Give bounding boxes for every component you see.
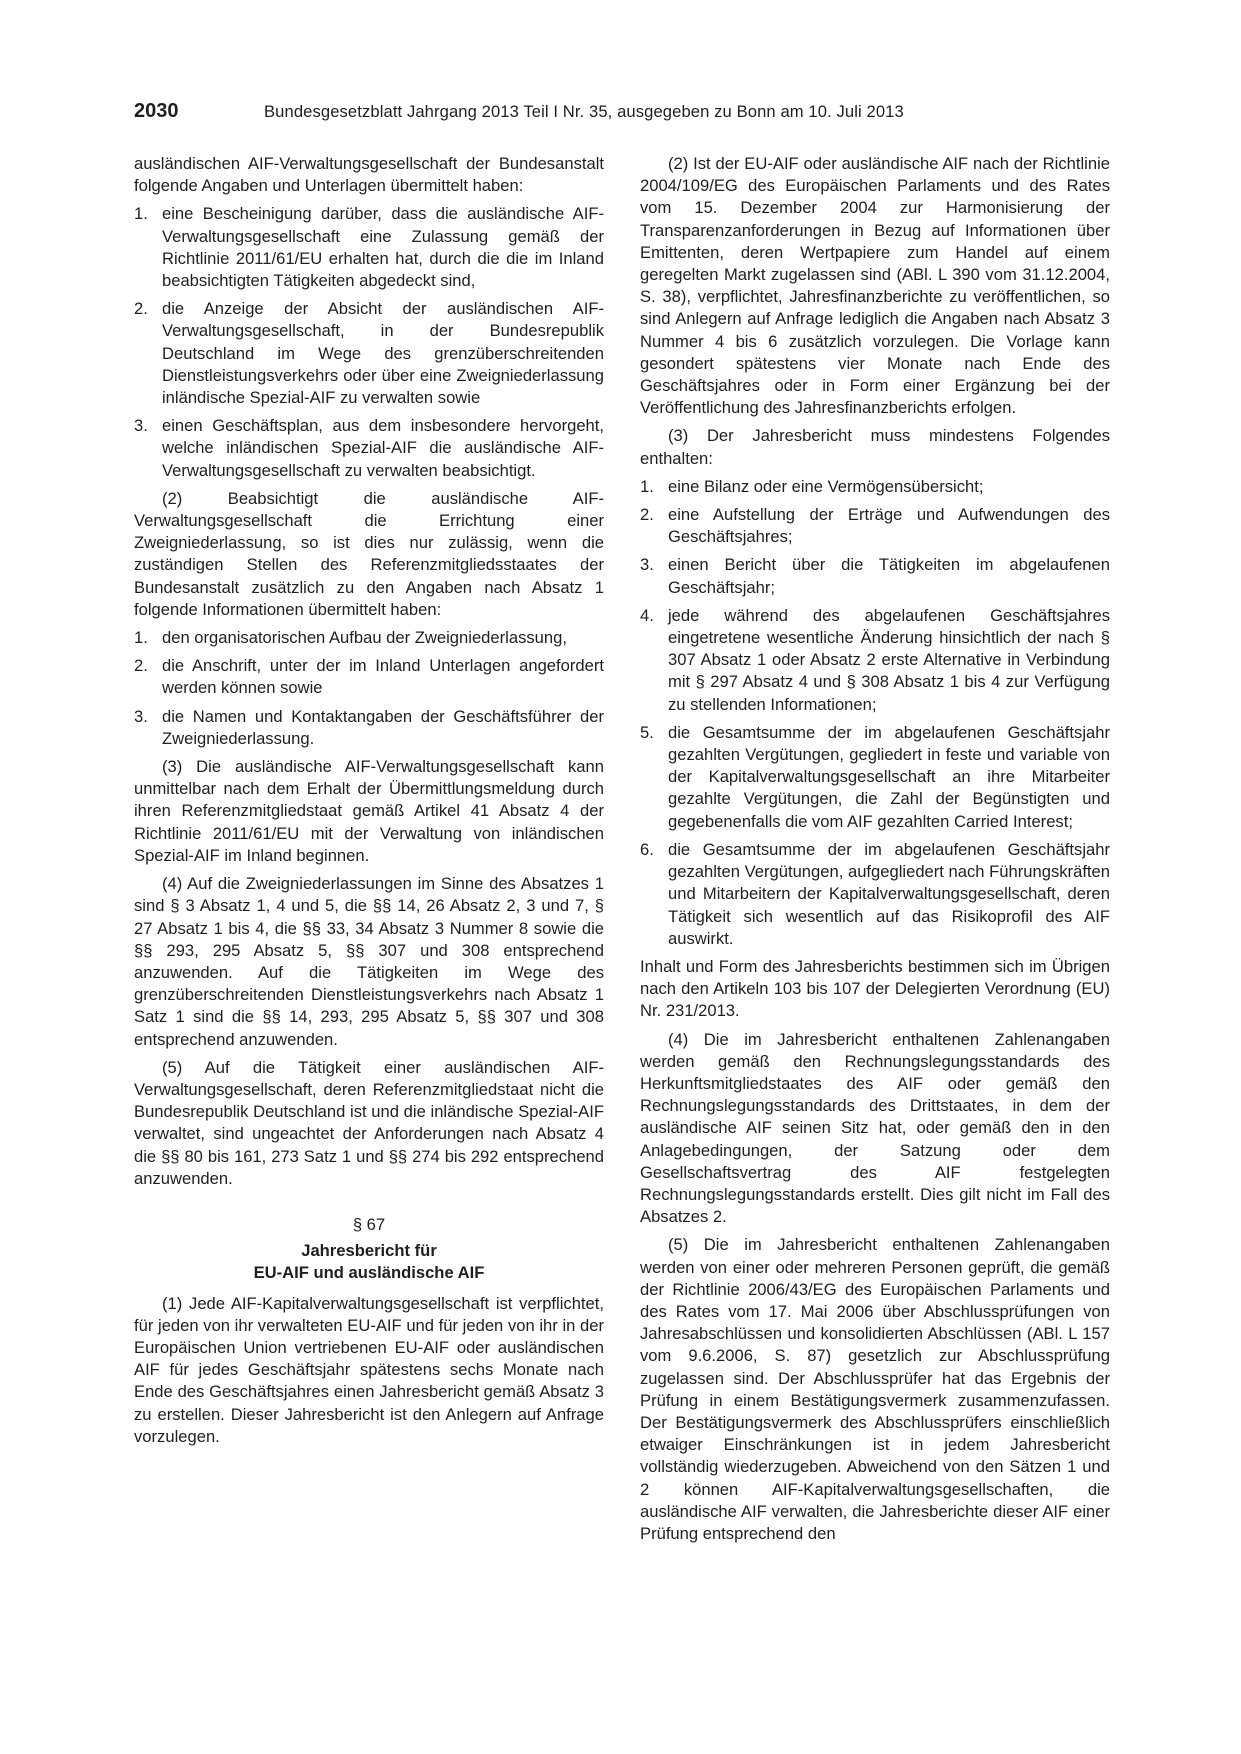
list-text: jede während des abgelaufenen Geschäftsjahres eingetretene wesentliche Änderung hinsichtlich der nach § 307 Absatz 1 oder Absatz 2 erste Alternative in Verbindung mit § 297 Absatz 4 und § 308 Absatz 1 bis 4 zur Verfügung zu stellenden Informationen;: [668, 605, 1110, 714]
list-item: [134, 655, 604, 699]
list-text: die Anzeige der Absicht der ausländischen AIF-Verwaltungsgesellschaft, in der Bundesrepublik Deutschland im Wege des grenzüberschreitenden Dienstleistungsverkehrs oder über eine Zweigniederlassung inländische Spezial-AIF zu verwalten sowie: [162, 299, 604, 408]
paragraph-4: (4) Die im Jahresbericht enthaltenen Zahlenangaben werden gemäß den Rechnungslegungsstandards des Herkunftsmitgliedstaates des AIF oder gemäß den Rechnungslegungsstandards des Drittstaates, in dem der ausländische AIF seinen Sitz hat, oder gemäß den in den Anlagebedingungen, der Satzung oder dem Gesellschaftsvertrag des AIF festgelegten Rechnungslegungsstandards erstellt. Dies gilt nicht im Fall des Absatzes 2.: [640, 1029, 1110, 1227]
list-item: [640, 554, 1110, 598]
list-number: 1.: [640, 476, 654, 496]
list-item: [134, 203, 604, 292]
list-number: 3.: [640, 555, 654, 575]
list-item: [640, 476, 1110, 498]
list-text: eine Bescheinigung darüber, dass die ausländische AIF-Verwaltungsgesellschaft eine Zulassung gemäß der Richtlinie 2011/61/EU erhalten hat, durch die die im Inland beabsichtigten Tätigkeiten abgedeckt sind,: [162, 204, 604, 291]
paragraph-3: (3) Die ausländische AIF-Verwaltungsgesellschaft kann unmittelbar nach dem Erhalt der Übermittlungsmeldung durch ihren Referenzmitgliedstaat gemäß Artikel 41 Absatz 4 der Richtlinie 2011/61/EU mit der Verwaltung von inländischen Spezial-AIF im Inland beginnen.: [134, 757, 604, 865]
list-text: die Gesamtsumme der im abgelaufenen Geschäftsjahr gezahlten Vergütungen, gegliedert in feste und variable von der Kapitalverwaltungsgesellschaft an ihre Mitarbeiter gezahlte Vergütungen, die Zahl der Begünstigten und gegebenenfalls die vom AIF gezahlten Carried Interest;: [668, 722, 1110, 831]
paragraph-3-closing: Inhalt und Form des Jahresberichts bestimmen sich im Übrigen nach den Artikeln 103 bis 107 der Delegierten Verordnung (EU) Nr. 231/2013.: [640, 956, 1110, 1021]
list-number: 4.: [640, 605, 654, 625]
paragraph-5: (5) Auf die Tätigkeit einer ausländischen AIF-Verwaltungsgesellschaft, deren Referenzmitgliedstaat nicht die Bundesrepublik Deutschland ist und die inländische Spezial-AIF verwaltet, sind ungeachtet der Anforderungen nach Absatz 4 die §§ 80 bis 161, 273 Satz 1 und §§ 274 bis 292 entsprechend anzuwenden.: [134, 1057, 604, 1188]
list-item: [134, 415, 604, 482]
list-number: 6.: [640, 839, 654, 859]
page-number: 2030: [134, 100, 179, 122]
list-item: [640, 722, 1110, 833]
paragraph-5: (5) Die im Jahresbericht enthaltenen Zahlenangaben werden von einer oder mehreren Personen geprüft, die gemäß der Richtlinie 2006/43/EG des Europäischen Parlaments und des Rates vom 17. Mai 2006 über Abschlussprüfungen von Jahresabschlüssen und konsolidierten Abschlüssen (ABl. L 157 vom 9.6.2006, S. 87) gesetzlich zur Abschlussprüfung zugelassen sind. Der Abschlussprüfer hat das Ergebnis der Prüfung in einem Bestätigungsvermerk zusammenzufassen. Der Bestätigungsvermerk des Abschlussprüfers einschließlich etwaiger Einschränkungen ist in jedem Jahresbericht vollständig wiederzugeben. Abweichend von den Sätzen 1 und 2 können AIF-Kapitalverwaltungsgesellschaften, die ausländische AIF verwalten, die Jahresberichte dieser AIF einer Prüfung entsprechend den: [640, 1235, 1110, 1543]
list-number: 2.: [134, 299, 148, 319]
section-number: § 67: [352, 1214, 386, 1234]
list-item: [640, 839, 1110, 950]
right-column: [640, 153, 1110, 1551]
page-header: [134, 100, 1118, 130]
section-title: [134, 1240, 604, 1284]
list-item: [640, 605, 1110, 716]
list-text: die Namen und Kontaktangaben der Geschäftsführer der Zweigniederlassung.: [162, 706, 604, 748]
list-text: einen Geschäftsplan, aus dem insbesondere hervorgeht, welche inländischen Spezial-AIF die ausländische AIF-Verwaltungsgesellschaft zu verwalten beabsichtigt.: [162, 416, 604, 480]
list-3: [640, 476, 1110, 950]
paragraph-4: (4) Auf die Zweigniederlassungen im Sinne des Absatzes 1 sind § 3 Absatz 1, 4 und 5, die §§ 14, 26 Absatz 2, 3 und 7, § 27 Absatz 1 bis 4, die §§ 33, 34 Absatz 3 Nummer 8 sowie die §§ 293, 295 Absatz 5, §§ 307 und 308 entsprechend anzuwenden. Auf die Tätigkeiten im Wege des grenzüberschreitenden Dienstleistungsverkehrs nach Absatz 1 Satz 1 sind die §§ 14, 293, 295 Absatz 5, §§ 307 und 308 entsprechend anzuwenden.: [134, 874, 604, 1049]
paragraph-2: (2) Beabsichtigt die ausländische AIF-Verwaltungsgesellschaft die Errichtung einer Zweigniederlassung, so ist dies nur zulässig, wenn die zuständigen Stellen des Referenzmitgliedsstaates der Bundesanstalt zusätzlich zu den Angaben nach Absatz 1 folgende Informationen übermittelt haben:: [134, 488, 604, 619]
list-number: 5.: [640, 722, 654, 742]
list-text: den organisatorischen Aufbau der Zweigniederlassung,: [162, 628, 567, 648]
section-title-line-2: EU-AIF und ausländische AIF: [253, 1263, 485, 1283]
list-item: [134, 706, 604, 750]
list-text: eine Aufstellung der Erträge und Aufwendungen des Geschäftsjahres;: [668, 505, 1110, 547]
list-2: [134, 627, 604, 750]
list-number: 3.: [134, 706, 148, 726]
list-item: [640, 504, 1110, 548]
list-number: 2.: [640, 505, 654, 525]
running-head: Bundesgesetzblatt Jahrgang 2013 Teil I Nr. 35, ausgegeben zu Bonn am 10. Juli 2013: [264, 102, 904, 121]
section-paragraph-1: (1) Jede AIF-Kapitalverwaltungsgesellschaft ist verpflichtet, für jeden von ihr verwalteten EU-AIF und für jeden von ihr in der Europäischen Union vertriebenen EU-AIF oder ausländischen AIF für jedes Geschäftsjahr spätestens sechs Monate nach Ende des Geschäftsjahres einen Jahresbericht gemäß Absatz 3 zu erstellen. Dieser Jahresbericht ist den Anlegern auf Anfrage vorzulegen.: [134, 1293, 604, 1446]
list-1: [134, 203, 604, 481]
list-number: 3.: [134, 416, 148, 436]
list-text: die Anschrift, unter der im Inland Unterlagen angefordert werden können sowie: [162, 656, 604, 698]
paragraph-2: (2) Ist der EU-AIF oder ausländische AIF nach der Richtlinie 2004/109/EG des Europäischen Parlaments und des Rates vom 15. Dezember 2004 zur Harmonisierung der Transparenzanforderungen in Bezug auf Informationen über Emittenten, deren Wertpapiere zum Handel auf einem geregelten Markt zugelassen sind (ABl. L 390 vom 31.12.2004, S. 38), verpflichtet, Jahresfinanzberichte zu veröffentlichen, so sind Anlegern auf Anfrage lediglich die Angaben nach Absatz 3 Nummer 4 bis 6 zusätzlich vorzulegen. Die Vorlage kann gesondert spätestens vier Monate nach Ende des Geschäftsjahres oder in Form einer Ergänzung bei der Veröffentlichung des Jahresfinanzberichts erfolgen.: [640, 154, 1110, 418]
list-text: eine Bilanz oder eine Vermögensübersicht;: [668, 476, 984, 496]
list-item: [134, 298, 604, 409]
list-text: die Gesamtsumme der im abgelaufenen Geschäftsjahr gezahlten Vergütungen, aufgegliedert nach Führungskräften und Mitarbeitern der Kapitalverwaltungsgesellschaft, deren Tätigkeit sich wesentlich auf das Risikoprofil des AIF auswirkt.: [668, 839, 1110, 948]
list-text: einen Bericht über die Tätigkeiten im abgelaufenen Geschäftsjahr;: [668, 555, 1110, 597]
paragraph-intro: ausländischen AIF-Verwaltungsgesellschaft der Bundesanstalt folgende Angaben und Unterlagen übermittelt haben:: [134, 154, 604, 196]
list-item: [134, 627, 604, 649]
list-number: 1.: [134, 628, 148, 648]
paragraph-3: (3) Der Jahresbericht muss mindestens Folgendes enthalten:: [640, 426, 1110, 468]
section-title-line-1: Jahresbericht für: [301, 1241, 437, 1261]
list-number: 2.: [134, 656, 148, 676]
list-number: 1.: [134, 204, 148, 224]
left-column: [134, 153, 604, 1454]
